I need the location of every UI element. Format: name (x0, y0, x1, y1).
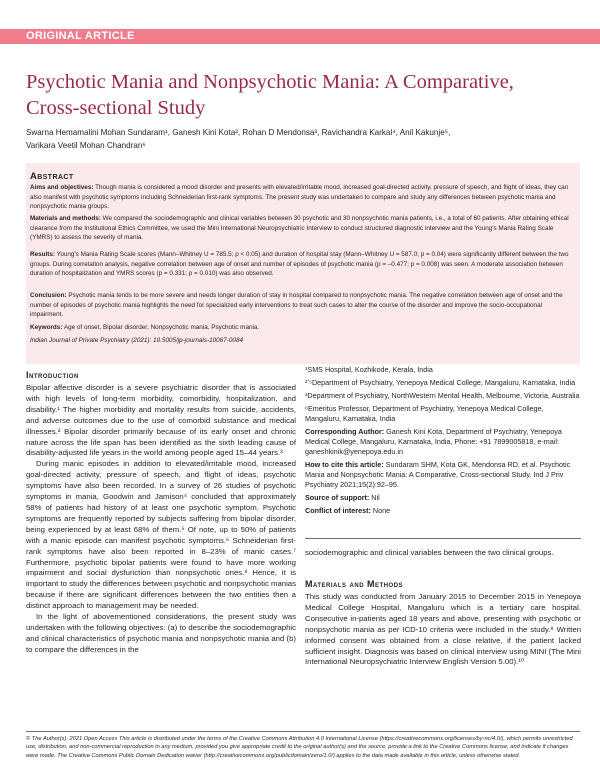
abstract-keywords (30, 323, 576, 333)
aims-text: Though mania is considered a mood disorder and presents with elevated/irritable mood, increased goal-directed activity, pressure of speech, and flight of ideas, they can also manifest with psychotic symptoms including Schneiderian first-rank symptoms. The present study was undertaken to compare and study any differences between psychotic mania and nonpsychotic mania groups. (30, 184, 569, 211)
affiliation-1: ¹SMS Hospital, Kozhikode, Kerala, India (305, 365, 433, 374)
corr-label: Corresponding Author: (305, 427, 385, 436)
results-text: Young's Mania Rating Scale scores (Mann–Whitney U = 785.5; p < 0.05) and duration of hospital stay (Mann–Whitney U = 587.0; p = 0.04) were significantly different between the two groups. During correlation analysis, negative correlation between age of onset and number of episodes of psychotic mania (p = –0.477; p = 0.008) was seen. A moderate association between duration of hospitalization and YMRS scores (p = 0.331; p = 0.010) was also observed. (30, 251, 569, 278)
conflict-label: Conflict of interest: (305, 506, 371, 515)
article-type-banner (0, 29, 600, 44)
methods-heading: Materials and Methods (305, 579, 404, 589)
conflict-text: None (370, 506, 391, 515)
abstract-conclusion (30, 291, 576, 320)
methods-text: We compared the sociodemographic and clinical variables between 30 psychotic and 30 nonpsychotic mania patients, i.e., a total of 60 patients. After obtaining ethical clearance from the Institutional Ethics Committee, we used the Mini International Neuropsychiatric Interview to conduct structured diagnostic interview and the Young's Mania Rating Scale (YMRS) to assess the severity of mania. (30, 215, 569, 242)
article-title (26, 69, 586, 121)
affiliation-3: ³Department of Psychiatry, NorthWestern Mental Health, Melbourne, Victoria, Australia (305, 391, 580, 400)
introduction-heading: Introduction (26, 370, 79, 380)
cite-label: How to cite this article: (305, 460, 384, 469)
affiliation-divider (305, 538, 581, 539)
intro-paragraph-1: Bipolar affective disorder is a severe psychiatric disorder that is associated with high levels of long-term morbidity, comorbidity, hospitalization, and disability.¹ The higher morbidity and mortality results from suicide, accidents, and adverse outcomes due to the use of comorbid substance and medical illnesses.² Bipolar disorder primarily because of its early onset and chronic nature across the life span has been identified as the sixth leading cause of disability-adjusted life years in the world among people aged 15–44 years.³ (26, 383, 296, 458)
license-footnote: © The Author(s). 2021 Open Access This article is distributed under the terms of the Creative Commons Attribution 4.0 International License (https://creativecommons.org/licenses/by-nc/4.0/), which permits unrestricted use, distribution, and non-commercial reproduction in any medium, provided you give appropriate credit to the original author(s) and the source, provide a link to the Creative Commons license, and indicate if changes were made. The Creative Commons Public Domain Dedication waiver (http://creativecommons.org/publicdomain/zero/1.0/) applies to the data made available in this article, unless otherwise stated. (26, 736, 573, 759)
conclusion-label: Conclusion: (30, 292, 67, 299)
authors-line-2: Varikara Veetil Mohan Chandran⁶ (26, 141, 146, 150)
how-to-cite (305, 460, 581, 490)
conflict-of-interest (305, 506, 581, 516)
conclusion-text: Psychotic mania tends to be more severe and needs longer duration of stay in hospital compared to nonpsychotic mania. The negative correlation between age of onset and the number of episodes of psychotic mania highlights the need for specialized early interventions to treat such cases to alter the course of the disorder and improve the socio-occupational impairment. (30, 292, 563, 319)
authors-line-1: Swarna Hemamalini Mohan Sundaram¹, Ganesh Kini Kota², Rohan D Mendonsa³, Ravichandra Karkal⁴, Anil Kakunje⁵, (26, 128, 451, 137)
corr-text: Ganesh Kini Kota, Department of Psychiatry, Yenepoya Medical College, Mangaluru, Karnataka, India, Phone: +91 7899005818, e-mail: ganeshkinik@yenepoya.edu.in (305, 427, 562, 456)
abstract-results (30, 250, 576, 279)
abstract-methods (30, 214, 576, 243)
footer-divider (26, 731, 580, 732)
article-type-label: ORIGINAL ARTICLE (26, 30, 135, 42)
source-of-support (305, 493, 581, 503)
abstract-heading: Abstract (30, 171, 74, 182)
continuation-text: sociodemographic and clinical variables between the two clinical groups. (305, 548, 554, 557)
results-label: Results: (30, 251, 56, 258)
corresponding-author (305, 427, 581, 457)
keywords-label: Keywords: (30, 324, 63, 331)
affiliations-block (305, 365, 581, 516)
intro-paragraph-3: In the light of abovementioned considerations, the present study was undertaken with the following objectives: (a) to describe the sociodemographic and clinical characteristics of psychotic mania and nonpsychotic mania and (b) to compare the differences in the (26, 612, 296, 654)
author-list (26, 126, 586, 152)
support-text: Nil (369, 493, 380, 502)
introduction-body (26, 383, 296, 656)
abstract-aims (30, 183, 576, 212)
keywords-text: Age of onset, Bipolar disorder, Nonpsychotic mania, Psychotic mania. (62, 324, 260, 331)
cite-text: Sundaram SHM, Kota GK, Mendonsa RD, et al. Psychotic Mania and Nonpsychotic Mania: A Comparative, Cross-sectional Study. Ind J Priv Psychiatry 2021;15(2):92–95. (305, 460, 571, 489)
affiliation-4: ⁶Emeritus Professor, Department of Psychiatry, Yenepoya Medical College, Mangaluru, Karnataka, India (305, 404, 544, 423)
aims-label: Aims and objectives: (30, 184, 94, 191)
methods-paragraph-1: This study was conducted from January 2015 to December 2015 in Yenepoya Medical College Hospital, Mangaluru which is a tertiary care hospital. Consecutive in-patients aged 18 years and above, presenting with psychotic or nonpsychotic mania as per ICD-10 criteria were included in the study.⁹ Written informed consent was obtained from a close relative, if the patient lacked sufficient insight. Diagnosis was based on clinical interview using MINI (The Mini International Neuropsychiatric Interview English Version 5.00).¹⁰ (305, 592, 581, 667)
intro-paragraph-2: During manic episodes in addition to elevated/irritable mood, increased goal-directed activity, pressure of speech, and flight of ideas, psychotic symptoms have also been recorded. In a survey of 26 studies of psychotic symptoms in mania, Goodwin and Jamison⁴ concluded that approximately 58% of patients had history of at least one psychotic symptom. Psychotic symptoms are frequently reported by subjects suffering from bipolar disorder, being experienced by at least 68% of them.⁵ Of note, up to 50% of patients with a manic episode can manifest psychotic symptoms.⁶ Schneiderian first-rank symptoms have also been reported in 8–23% of manic cases.⁷ Furthermore, psychotic bipolar patients were found to have more working impairment and social dysfunction than nonpsychotic ones.⁸ Hence, it is important to study the differences between psychotic and nonpsychotic manias because if there are significant differences between the two entities then a distinct approach to management may be needed. (26, 459, 296, 611)
affiliation-2: ²ʼ⁵Department of Psychiatry, Yenepoya Medical College, Mangaluru, Karnataka, India (305, 378, 576, 387)
support-label: Source of support: (305, 493, 370, 502)
title-line-2: Cross-sectional Study (26, 97, 206, 119)
methods-body (305, 592, 581, 668)
title-line-1: Psychotic Mania and Nonpsychotic Mania: A Comparative, (26, 71, 514, 93)
journal-citation: Indian Journal of Private Psychiatry (2021): 10.5005/jp-journals-10067-0084 (30, 337, 243, 344)
methods-label: Materials and methods: (30, 215, 101, 222)
